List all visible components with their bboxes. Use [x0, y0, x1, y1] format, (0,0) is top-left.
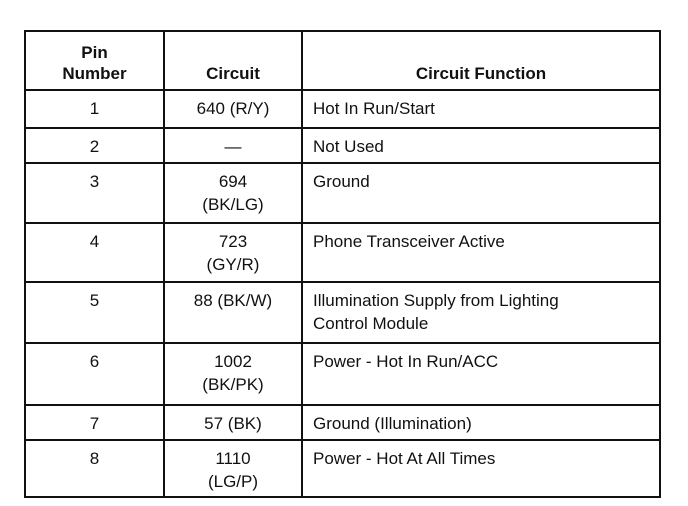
circuit-function-cell: Ground [302, 163, 659, 222]
pin-number-cell: 2 [26, 128, 164, 163]
table-row [26, 282, 659, 343]
table-row [26, 405, 659, 440]
table-row [26, 343, 659, 404]
circuit-function-cell: Illumination Supply from Lighting Control Module [302, 282, 659, 343]
table-row [26, 128, 659, 163]
circuit-cell: 640 (R/Y) [164, 90, 302, 128]
circuit-cell: — [164, 128, 302, 163]
circuit-cell: 1002 (BK/PK) [164, 343, 302, 404]
table-row [26, 90, 659, 128]
circuit-function-cell: Power - Hot In Run/ACC [302, 343, 659, 404]
table-row [26, 163, 659, 222]
header-circuit-function: Circuit Function [302, 32, 659, 90]
circuit-cell: 1110 (LG/P) [164, 440, 302, 496]
header-circuit: Circuit [164, 32, 302, 90]
circuit-cell: 57 (BK) [164, 405, 302, 440]
pin-number-cell: 6 [26, 343, 164, 404]
pin-number-cell: 3 [26, 163, 164, 222]
header-row [26, 32, 659, 90]
connector-pinout-table [26, 32, 659, 496]
table-row [26, 223, 659, 282]
circuit-function-cell: Power - Hot At All Times [302, 440, 659, 496]
pin-number-cell: 5 [26, 282, 164, 343]
table-row [26, 440, 659, 496]
circuit-function-cell: Ground (Illumination) [302, 405, 659, 440]
pin-table-frame [24, 30, 661, 498]
circuit-function-cell: Not Used [302, 128, 659, 163]
pin-number-cell: 4 [26, 223, 164, 282]
circuit-cell: 694 (BK/LG) [164, 163, 302, 222]
circuit-cell: 88 (BK/W) [164, 282, 302, 343]
header-pin-number: Pin Number [26, 32, 164, 90]
circuit-function-cell: Hot In Run/Start [302, 90, 659, 128]
circuit-cell: 723 (GY/R) [164, 223, 302, 282]
circuit-function-cell: Phone Transceiver Active [302, 223, 659, 282]
pin-number-cell: 7 [26, 405, 164, 440]
pin-number-cell: 1 [26, 90, 164, 128]
pin-number-cell: 8 [26, 440, 164, 496]
